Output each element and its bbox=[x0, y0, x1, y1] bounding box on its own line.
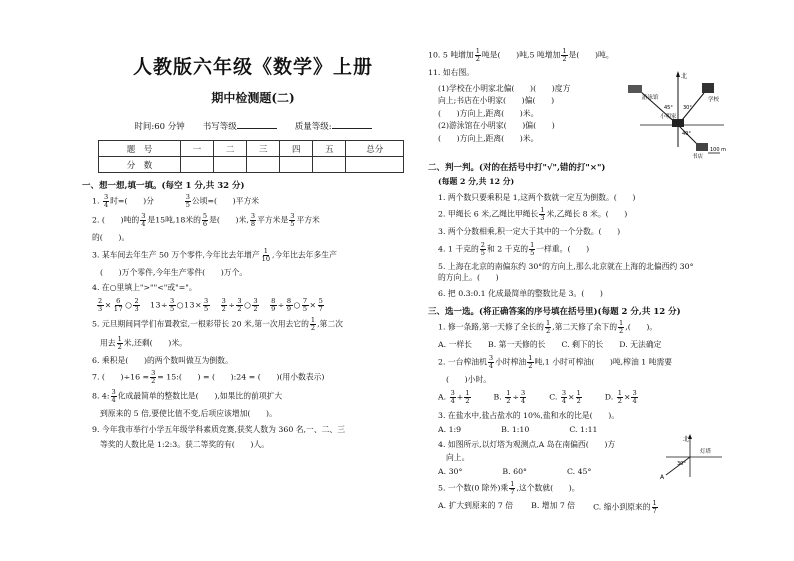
option: D. 无法确定 bbox=[619, 340, 662, 349]
swim-label: 游泳馆 bbox=[642, 95, 659, 101]
option: A. 30° bbox=[438, 467, 463, 476]
north-label: 北 bbox=[683, 436, 690, 443]
score-cell: 分 数 bbox=[99, 157, 181, 173]
writing-grade: 书写等级 bbox=[203, 120, 277, 132]
question-3-4: 4. 如图所示,以灯塔为观测点,A 岛在南偏西( )方 向上。 A. 30° B. 60° C. 45° 北 灯塔 30° A bbox=[428, 439, 728, 476]
island-a-label: A bbox=[660, 474, 665, 481]
option: A. 扩大到原来的 7 倍 bbox=[438, 501, 514, 510]
question-1-3-cont: ( )万个零件,今年生产零件( )万个。 bbox=[100, 267, 248, 277]
question-1-8-cont: 到原来的 5 倍,要使比值不变,后项应该增加( )。 bbox=[100, 409, 277, 418]
score-cell: 总分 bbox=[346, 141, 404, 157]
page-title: 人教版六年级《数学》上册 bbox=[132, 56, 373, 78]
score-table-header-row bbox=[99, 141, 404, 157]
score-cell: 五 bbox=[313, 141, 346, 157]
question-3-5: 5. 一个数(0 除外)乘 $\frac{1}{7}$ ,这个数就( )。 bbox=[438, 480, 580, 496]
direction-map bbox=[620, 69, 728, 159]
question-1-9: 9. 今年我市举行小学五年级学科素质竞赛,获奖人数为 360 名,一、二、三 bbox=[92, 424, 346, 434]
time-label: 时间:60 分钟 bbox=[134, 122, 185, 132]
option: C. 1:11 bbox=[569, 425, 598, 434]
option: C. 缩小到原来的 $\frac{1}{7}$ bbox=[593, 499, 657, 515]
option: B. 60° bbox=[502, 467, 527, 476]
exam-meta bbox=[102, 120, 404, 132]
question-2-4: 4. 1 千克的 $\frac{2}{5}$ 和 2 千克的 $\frac{1}{5}$ 一样重。( ) bbox=[438, 240, 590, 257]
score-table-score-row bbox=[99, 157, 404, 173]
question-3-2-cont: ( )小时。 bbox=[446, 375, 492, 384]
school-icon bbox=[702, 83, 714, 93]
question-3-2: 2. 一台榨油机 $\frac{3}{4}$ 小时榨油 $\frac{1}{2}$ 吨,1 小时可榨油( )吨,榨油 1 吨需要 bbox=[438, 354, 673, 370]
question-1-9-cont: 等奖的人数比是 1:2:3。获二等奖的有( )人。 bbox=[100, 440, 270, 449]
question-3-1: 1. 修一条路,第一天修了全长的 $\frac{1}{2}$ ,第二天修了余下的 $\frac{1}{2}$ ,( )。 bbox=[438, 319, 658, 335]
score-cell: 题 号 bbox=[99, 141, 181, 157]
question-3-1-options bbox=[438, 339, 728, 350]
question-2-5: 5. 上海在北京的南偏东约 30°的方向上,那么北京就在上海的北偏西约 30° bbox=[438, 261, 694, 271]
option: C. $\frac{3}{4}$ × $\frac{1}{2}$ bbox=[549, 388, 581, 405]
question-1-11: 11. 如右图。 (1)学校在小明家北偏( )( )度方 向上;书店在小明家( )偏( ) ( )方向上,距离( )米。 (2)游泳馆在小明家( )偏( ) ( )方向上,距离( )米。 北 游泳馆 学校 小明家 书店 45° 30° 40° 100 m bbox=[428, 68, 727, 159]
question-2-5-cont: 的方向上。( ) bbox=[438, 273, 499, 282]
question-1-5: 5. 元旦期间同学们布置教室,一根彩带长 20 米,第一次用去它的 $\frac{1}{2}$ ,第二次 bbox=[92, 315, 343, 332]
left-column bbox=[82, 52, 404, 455]
question-2-3: 3. 两个分数相乘,积一定大于其中的一个分数。( ) bbox=[438, 227, 621, 236]
question-1-2: 2. ( )吨的 $\frac{3}{4}$ 是15吨,18米的 $\frac{5}{6}$ 是( )米, $\frac{3}{8}$ 平方米是 $\frac{3}{5}$ 平方米 bbox=[92, 212, 320, 228]
section-2-score: (每题 2 分,共 12 分) bbox=[438, 177, 515, 186]
option: C. 剩下的长 bbox=[561, 340, 604, 349]
store-label: 书店 bbox=[692, 154, 704, 159]
north-label: 北 bbox=[681, 73, 688, 80]
score-cell: 一 bbox=[180, 141, 213, 157]
score-cell: 三 bbox=[247, 141, 280, 157]
question-1-10: 10. 5 吨增加 $\frac{1}{2}$ 吨是( )吨,5 吨增加 $\frac{1}{2}$ 是( )吨。 bbox=[428, 47, 614, 63]
north-arrow-icon bbox=[676, 71, 680, 77]
section-2-title: 二、判一判。(对的在括号中打"√",错的打"×") bbox=[428, 163, 606, 173]
score-table bbox=[98, 140, 404, 173]
section-3-title: 三、选一选。(将正确答案的序号填在括号里)(每题 2 分,共 12 分) bbox=[428, 307, 681, 317]
swimming-pool-icon bbox=[628, 85, 642, 93]
question-2-1: 1. 两个数只要乘积是 1,这两个数就一定互为倒数。( ) bbox=[438, 192, 636, 202]
score-cell: 四 bbox=[280, 141, 313, 157]
question-1-6: 6. 乘积是( )的两个数叫做互为倒数。 bbox=[92, 355, 233, 365]
home-icon bbox=[672, 119, 684, 127]
option: B. 1:10 bbox=[501, 425, 530, 434]
option: B. $\frac{1}{2}$ ÷ $\frac{3}{4}$ bbox=[493, 388, 526, 405]
question-2-6: 6. 把 0.3:0.1 化成最简单的整数比是 3。( ) bbox=[438, 288, 603, 298]
section-1-title: 一、想一想,填一填。(每空 1 分,共 32 分) bbox=[82, 181, 245, 191]
store-icon bbox=[696, 143, 708, 151]
question-3-5-options bbox=[438, 500, 728, 515]
option: A. 1:9 bbox=[438, 425, 462, 434]
option: D. $\frac{1}{2}$ × $\frac{3}{4}$ bbox=[604, 388, 637, 405]
question-2-2: 2. 甲绳长 6 米,乙绳比甲绳长 $\frac{1}{3}$ 米,乙绳长 8 米。( ) bbox=[438, 206, 628, 222]
option: B. 第一天修的长 bbox=[487, 340, 546, 349]
angle-label: 30° bbox=[677, 461, 686, 467]
question-1-1: 1. $\frac{3}{4}$ 时=( )分 $\frac{3}{5}$ 公顷=( )平方米 bbox=[92, 193, 260, 209]
angle-label: 40° bbox=[682, 131, 691, 137]
question-1-5-cont: 用去 $\frac{1}{2}$ 米,还剩( )米。 bbox=[100, 334, 187, 351]
question-1-2-cont: 的( )。 bbox=[92, 233, 130, 242]
question-1-8: 8. 4: $\frac{3}{4}$ 化成最简单的整数比是( ),如果比的前项扩大 bbox=[92, 388, 283, 404]
score-cell: 二 bbox=[214, 141, 247, 157]
question-3-3: 3. 在盐水中,盐占盐水的 10%,盐和水的比是( )。 bbox=[438, 410, 620, 420]
angle-label: 30° bbox=[683, 105, 692, 111]
lighthouse-map bbox=[660, 433, 726, 483]
school-label: 学校 bbox=[708, 97, 720, 103]
question-3-2-options bbox=[438, 390, 728, 405]
question-1-4-items: $\frac{2}{3}$ × $\frac{6}{17}$ ○ $\frac{2}{3}$ 13÷ $\frac{3}{5}$ ○13× $\frac{3}{5}$ $\frac{3}{2}$ ÷ $\frac{3}{2}$ ○ $\frac{3}{2}$ $\frac{8}{9}$ ÷ $\frac{8}{9}$ ○ $\frac{7}{5}$ × $\frac{5}{7}$ bbox=[98, 296, 324, 313]
quality-grade: 质量等级: bbox=[295, 120, 372, 132]
home-label: 小明家 bbox=[660, 114, 677, 120]
page-subtitle: 期中检测题(二) bbox=[211, 91, 295, 105]
tower-label: 灯塔 bbox=[700, 449, 712, 455]
option: A. 一样长 bbox=[438, 340, 472, 349]
option: B. 增加 7 倍 bbox=[531, 501, 576, 510]
question-1-3: 3. 某车间去年生产 50 万个零件,今年比去年增产 $\frac{1}{10}$ ,今年比去年多生产 bbox=[92, 246, 337, 263]
option: C. 45° bbox=[566, 467, 592, 476]
right-column bbox=[428, 48, 728, 520]
question-1-4: 4. 在○里填上">""<"或"="。 bbox=[92, 283, 197, 292]
option: A. $\frac{3}{4}$ + $\frac{1}{2}$ bbox=[438, 388, 470, 405]
scale-label: 100 m bbox=[710, 147, 727, 153]
angle-label: 45° bbox=[664, 105, 673, 111]
question-1-7: 7. ( )÷16 = $\frac{3}{2}$ = 15:( ) = ( ):24 = ( )(用小数表示) bbox=[92, 369, 325, 385]
